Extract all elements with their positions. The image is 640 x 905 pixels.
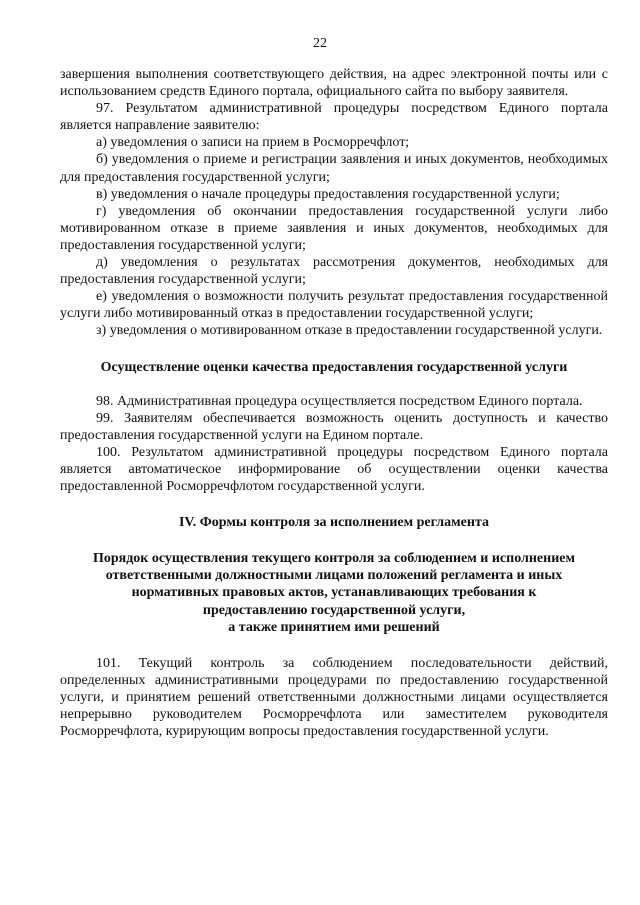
list-item-d: д) уведомления о результатах рассмотрения документов, необходимых для предоставления государственной услуги; <box>60 255 608 288</box>
spacer <box>60 531 608 550</box>
list-item-a: а) уведомления о записи на прием в Росморречфлот; <box>96 135 410 151</box>
paragraph-101: 101. Текущий контроль за соблюдением последовательности действий, определенных административными процедурами по предоставлению государственной услуги, и принятием решений ответственными должностными лицами осуществляется непрерывно руководителем Росморречфлота или заместителем руководителя Росморречфлота, курирующим вопросы предоставления государственной услуги. <box>60 655 608 740</box>
list-item-b: б) уведомления о приеме и регистрации заявления и иных документов, необходимых для предоставления государственной услуги; <box>60 152 608 185</box>
subheading-line: а также принятием ими решений <box>228 619 440 635</box>
spacer <box>60 340 608 359</box>
subheading-line: ответственными должностными лицами положений регламента и иных <box>105 568 563 584</box>
list-item-v: в) уведомления о начале процедуры предоставления государственной услуги; <box>96 186 560 202</box>
subheading-line: нормативных правовых актов, устанавливающих требования к <box>131 585 537 601</box>
list-item-e: е) уведомления о возможности получить результат предоставления государственной услуги либо мотивированный отказ в предоставлении государственной услуги; <box>60 289 608 322</box>
list-item-z: з) уведомления о мотивированном отказе в предоставлении государственной услуги. <box>96 323 603 339</box>
paragraph-continuation: завершения выполнения соответствующего действия, на адрес электронной почты или с использованием средств Единого портала, официального сайта по выбору заявителя. <box>60 67 608 100</box>
paragraph-100: 100. Результатом административной процедуры посредством Единого портала является автоматическое информирование об осуществлении оценки качества предоставленной Росморречфлотом государственной услуги. <box>60 444 608 495</box>
section-heading-quality: Осуществление оценки качества предоставления государственной услуги <box>100 359 568 375</box>
paragraph-99: 99. Заявителям обеспечивается возможность оценить доступность и качество предоставления государственной услуги на Едином портале. <box>60 410 608 443</box>
page-content <box>60 66 608 740</box>
spacer <box>60 636 608 655</box>
paragraph-97: 97. Результатом административной процедуры посредством Единого портала является направление заявителю: <box>60 101 608 134</box>
section-heading-iv: IV. Формы контроля за исполнением регламента <box>178 515 490 531</box>
list-item-g: г) уведомления об окончании предоставления государственной услуги либо мотивированном отказе в приеме заявления и иных документов, необходимых для предоставления государственной услуги; <box>60 203 608 253</box>
page-number: 22 <box>313 36 327 51</box>
paragraph-98: 98. Административная процедура осуществляется посредством Единого портала. <box>96 393 583 409</box>
subheading-line: предоставлению государственной услуги, <box>202 602 466 618</box>
spacer <box>60 495 608 514</box>
subheading-line: Порядок осуществления текущего контроля за соблюдением и исполнением <box>92 551 576 567</box>
spacer <box>60 376 608 393</box>
